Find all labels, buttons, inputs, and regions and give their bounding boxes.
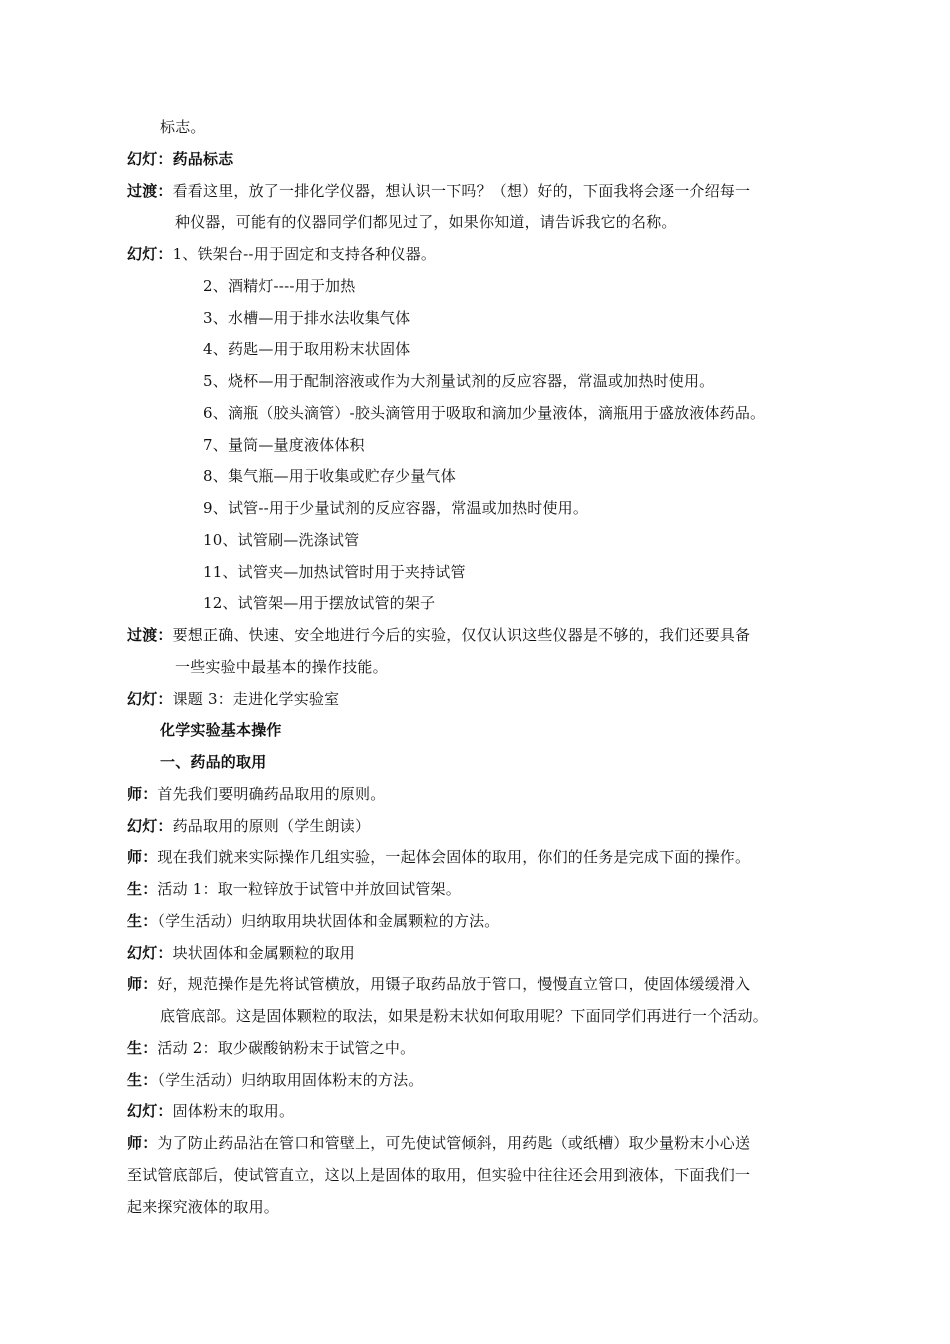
text-line: 师：现在我们就来实际操作几组实验，一起体会固体的取用，你们的任务是完成下面的操作。 [127,848,751,866]
list-item: 7、量筒—量度液体体积 [203,436,365,454]
list-item: 11、试管夹—加热试管时用于夹持试管 [203,563,466,581]
text-line: 生：（学生活动）归纳取用块状固体和金属颗粒的方法。 [127,912,500,930]
speaker-label: 过渡： [127,626,173,644]
text-line: 过渡：要想正确、快速、安全地进行今后的实验，仅仅认识这些仪器是不够的，我们还要具备 [127,626,751,644]
text-line: 一些实验中最基本的操作技能。 [175,658,388,676]
speaker-label: 幻灯： [127,817,173,835]
speaker-label: 师： [127,848,158,866]
list-item: 12、试管架—用于摆放试管的架子 [203,594,436,612]
text-line: 幻灯：课题 3：走进化学实验室 [127,690,340,708]
text-line: 底管底部。这是固体颗粒的取法，如果是粉末状如何取用呢？下面同学们再进行一个活动。 [160,1007,769,1025]
speaker-label: 幻灯： [127,690,173,708]
list-item: 9、试管--用于少量试剂的反应容器，常温或加热时使用。 [203,499,589,517]
text-line: 生：（学生活动）归纳取用固体粉末的方法。 [127,1071,424,1089]
speaker-label: 生： [127,880,158,898]
list-item: 6、滴瓶（胶头滴管）-胶头滴管用于吸取和滴加少量液体，滴瓶用于盛放液体药品。 [203,404,766,422]
text-line: 过渡：看看这里，放了一排化学仪器，想认识一下吗？（想）好的，下面我将会逐一介绍每一 [127,182,751,200]
text-line: 幻灯：块状固体和金属颗粒的取用 [127,944,356,962]
list-item: 2、酒精灯----用于加热 [203,277,356,295]
text-line: 幻灯：药品取用的原则（学生朗读） [127,817,371,835]
list-item: 4、药匙—用于取用粉末状固体 [203,340,411,358]
text-line: 师：好，规范操作是先将试管横放，用镊子取药品放于管口，慢慢直立管口，使固体缓缓滑入 [127,975,751,993]
text-line: 起来探究液体的取用。 [127,1198,280,1216]
speaker-label: 生： [127,1039,158,1057]
text-line: 至试管底部后，使试管直立，这以上是固体的取用，但实验中往往还会用到液体，下面我们一 [127,1166,751,1184]
speaker-label: 师： [127,785,158,803]
text-line: 师：首先我们要明确药品取用的原则。 [127,785,386,803]
text-line: 生：活动 1：取一粒锌放于试管中并放回试管架。 [127,880,461,898]
speaker-label: 生： [127,1071,158,1089]
text-line: 幻灯：药品标志 [127,150,234,168]
speaker-label: 幻灯： [127,245,173,263]
text-line: 师：为了防止药品沾在管口和管壁上，可先使试管倾斜，用药匙（或纸槽）取少量粉末小心送 [127,1134,751,1152]
speaker-label: 幻灯： [127,1102,173,1120]
list-item: 8、集气瓶—用于收集或贮存少量气体 [203,467,456,485]
text-line: 标志。 [160,118,206,136]
list-item: 5、烧杯—用于配制溶液或作为大剂量试剂的反应容器，常温或加热时使用。 [203,372,715,390]
speaker-label: 幻灯： [127,150,173,168]
text-line: 生：活动 2：取少碳酸钠粉末于试管之中。 [127,1039,416,1057]
speaker-label: 过渡： [127,182,173,200]
speaker-label: 师： [127,1134,158,1152]
text-line: 种仪器，可能有的仪器同学们都见过了，如果你知道，请告诉我它的名称。 [175,213,677,231]
section-heading: 一、药品的取用 [160,753,267,771]
text-line: 幻灯：1、铁架台--用于固定和支持各种仪器。 [127,245,437,263]
speaker-label: 幻灯： [127,944,173,962]
text-line: 幻灯：固体粉末的取用。 [127,1102,295,1120]
speaker-label: 师： [127,975,158,993]
list-item: 3、水槽—用于排水法收集气体 [203,309,411,327]
speaker-label: 生： [127,912,158,930]
list-item: 10、试管刷—洗涤试管 [203,531,360,549]
section-heading: 化学实验基本操作 [160,721,282,739]
